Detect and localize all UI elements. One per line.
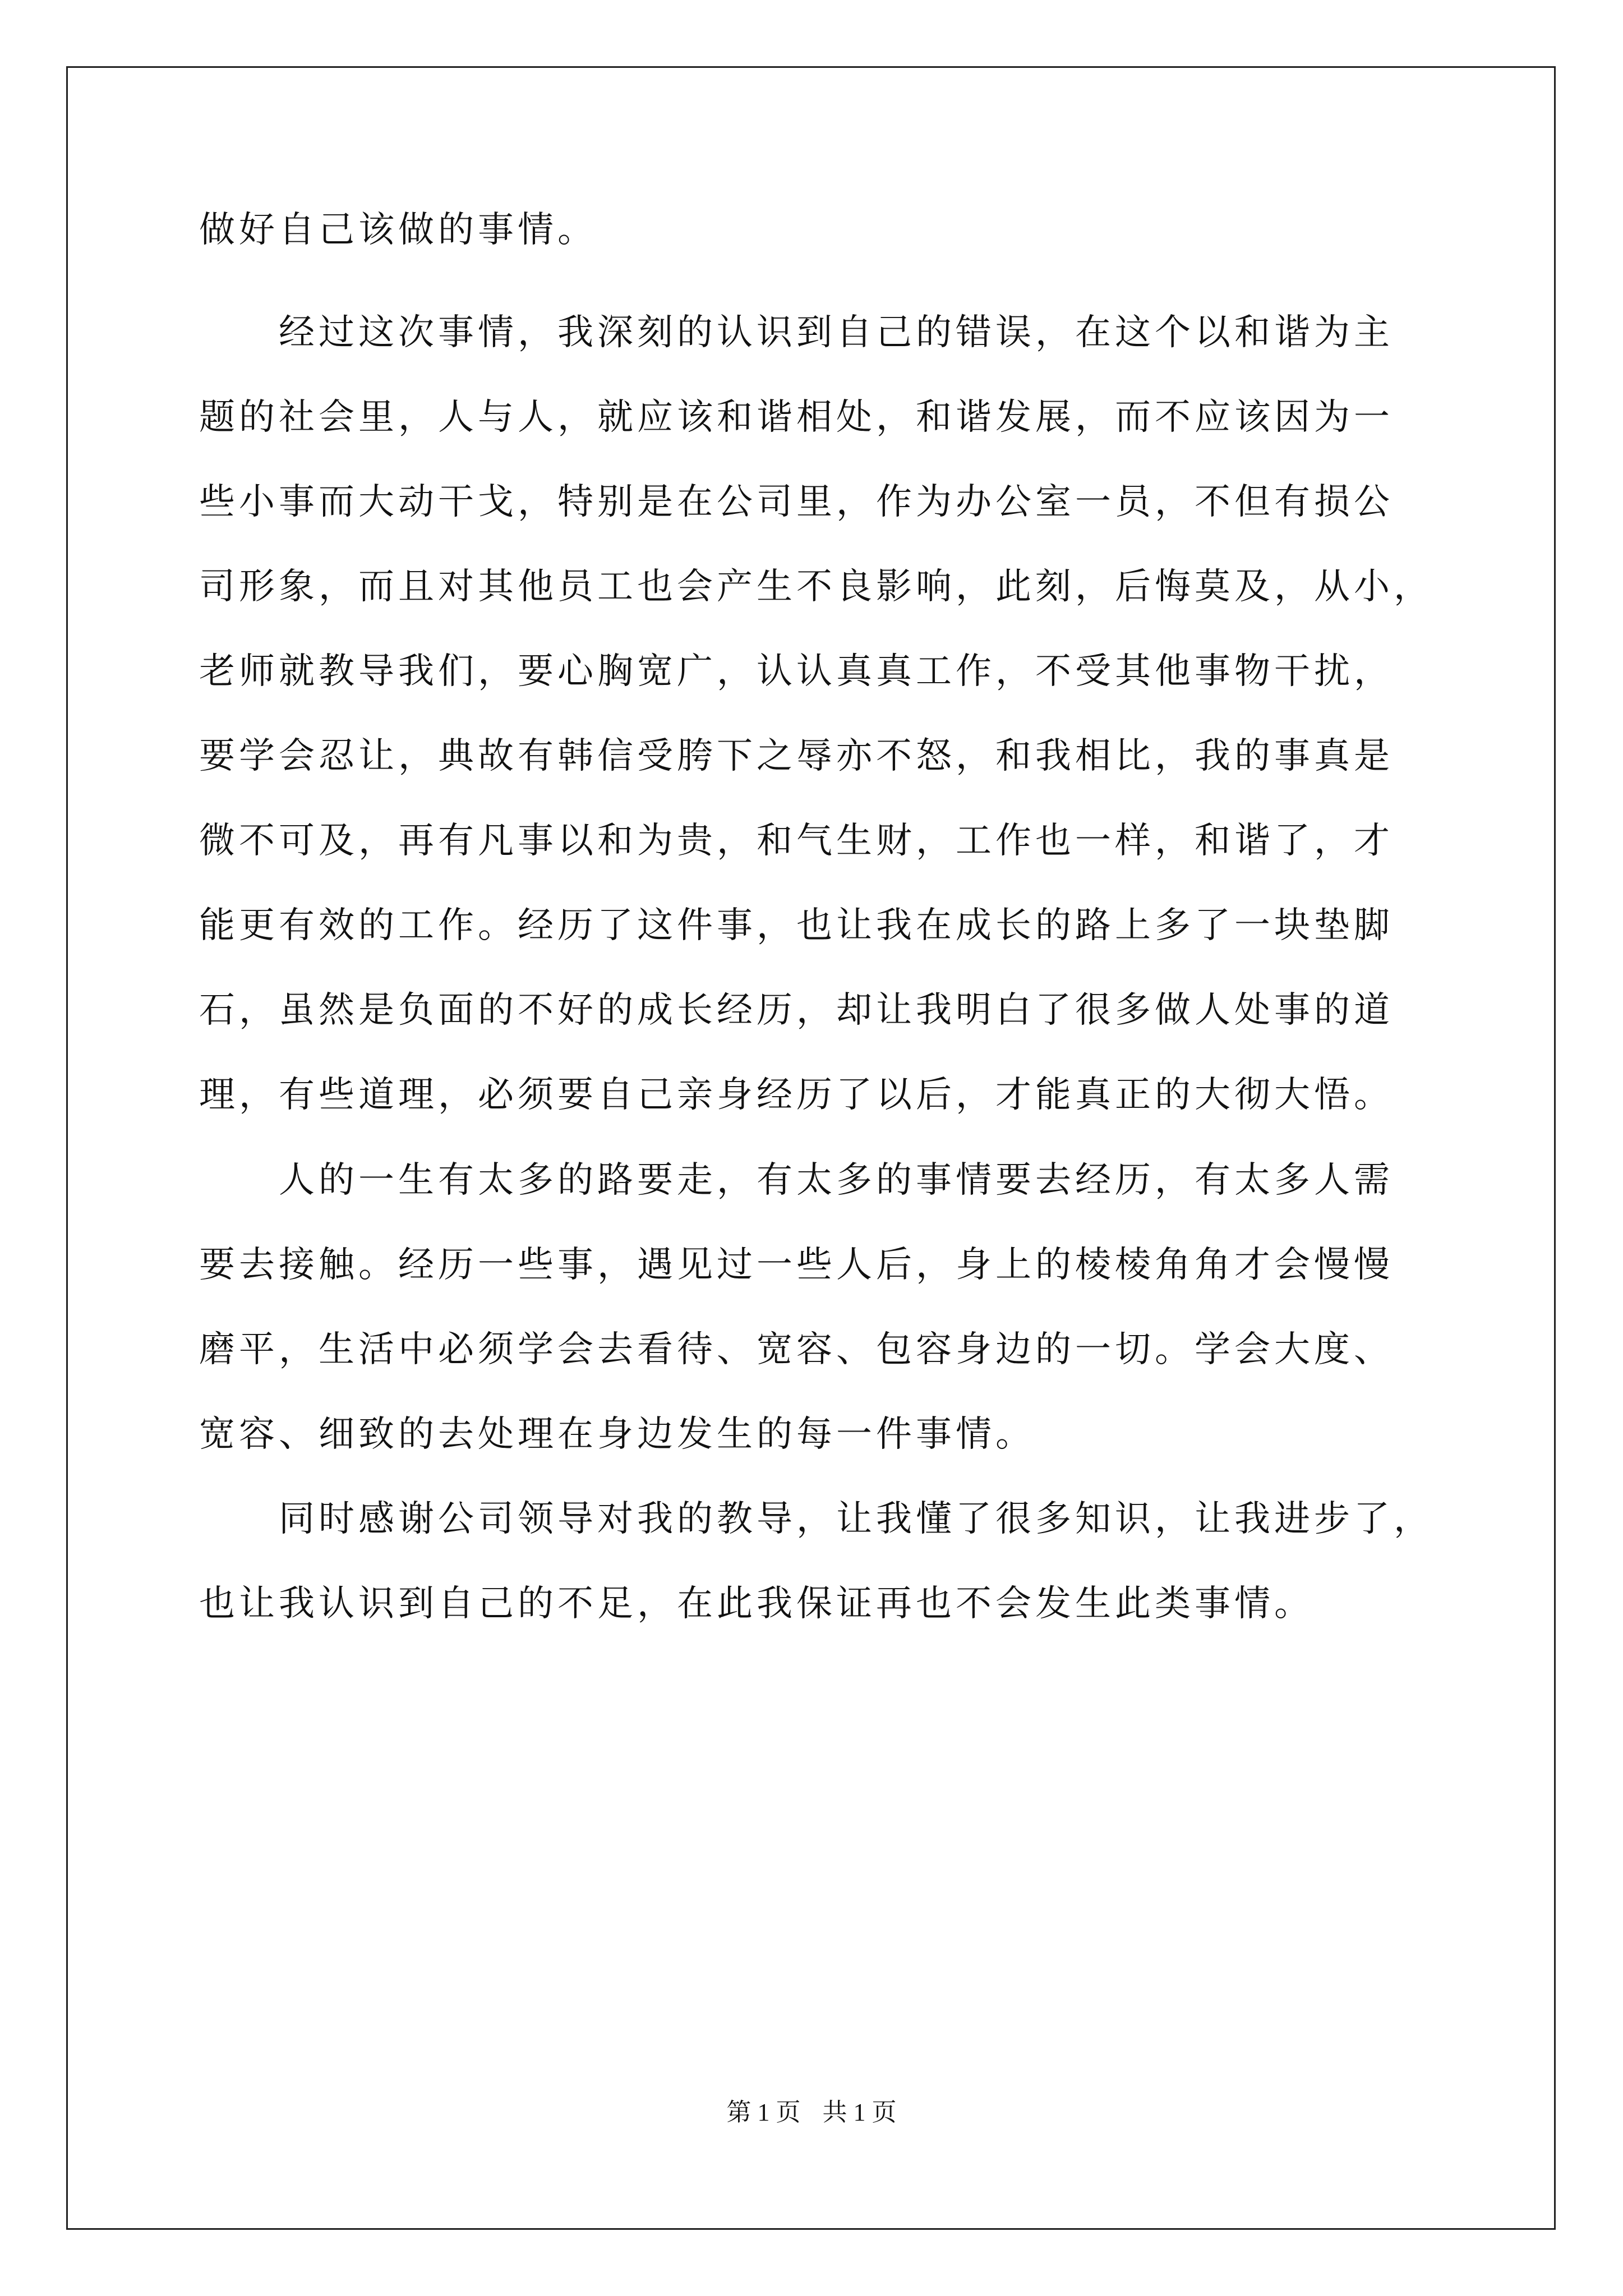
text-line: 能更有效的工作。经历了这件事，也让我在成长的路上多了一块垫脚 [199, 905, 1394, 946]
text-line: 些小事而大动干戈，特别是在公司里，作为办公室一员，不但有损公 [199, 481, 1394, 523]
page-footer [0, 2097, 1623, 2128]
text-line: 经过这次事情，我深刻的认识到自己的错误，在这个以和谐为主 [199, 312, 1394, 353]
text-line: 老师就教导我们，要心胸宽广，认认真真工作，不受其他事物干扰， [199, 651, 1394, 692]
page-number: 第 1 页 [726, 2099, 801, 2126]
text-line: 理，有些道理，必须要自己亲身经历了以后，才能真正的大彻大悟。 [199, 1074, 1394, 1116]
text-line: 石，虽然是负面的不好的成长经历，却让我明白了很多做人处事的道 [199, 990, 1394, 1031]
text-line: 司形象，而且对其他员工也会产生不良影响，此刻，后悔莫及，从小， [199, 566, 1433, 608]
text-line: 也让我认识到自己的不足，在此我保证再也不会发生此类事情。 [199, 1583, 1314, 1625]
text-line: 要学会忍让，典故有韩信受胯下之辱亦不怒，和我相比，我的事真是 [199, 735, 1394, 777]
text-line: 做好自己该做的事情。 [199, 209, 597, 251]
text-line: 人的一生有太多的路要走，有太多的事情要去经历，有太多人需 [199, 1159, 1394, 1201]
text-line: 要去接触。经历一些事，遇见过一些人后，身上的棱棱角角才会慢慢 [199, 1244, 1394, 1286]
text-line: 微不可及，再有凡事以和为贵，和气生财，工作也一样，和谐了，才 [199, 820, 1394, 862]
text-line: 宽容、细致的去处理在身边发生的每一件事情。 [199, 1414, 1035, 1455]
text-line: 题的社会里，人与人，就应该和谐相处，和谐发展，而不应该因为一 [199, 397, 1394, 438]
text-line: 同时感谢公司领导对我的教导，让我懂了很多知识，让我进步了， [199, 1498, 1433, 1540]
page-border [66, 66, 1556, 2230]
page-total: 共 1 页 [822, 2099, 897, 2126]
text-line: 磨平，生活中必须学会去看待、宽容、包容身边的一切。学会大度、 [199, 1329, 1394, 1370]
